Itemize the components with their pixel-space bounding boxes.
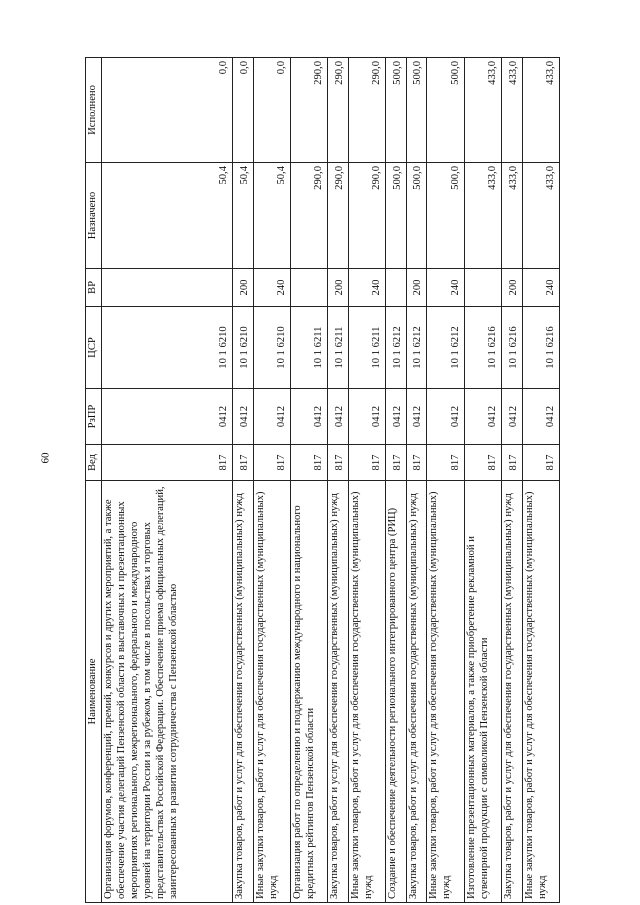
cell-csr: 10 1 6216	[464, 307, 501, 389]
table-row	[427, 58, 464, 903]
cell-ved: 817	[406, 445, 427, 481]
cell-executed: 433,0	[522, 58, 559, 163]
cell-assigned: 50,4	[233, 163, 254, 269]
cell-assigned: 50,4	[102, 163, 233, 269]
cell-assigned: 290,0	[328, 163, 349, 269]
cell-executed: 433,0	[502, 58, 523, 163]
cell-name: Закупка товаров, работ и услуг для обеспечения государственных (муниципальных) нужд	[406, 481, 427, 903]
cell-ved: 817	[290, 445, 327, 481]
header-name: Наименование	[86, 481, 102, 903]
cell-ved: 817	[253, 445, 290, 481]
cell-rzpr: 0412	[102, 389, 233, 445]
cell-csr: 10 1 6210	[233, 307, 254, 389]
table-row	[406, 58, 427, 903]
cell-name: Создание и обеспечение деятельности регионального интегрированного центра (РИЦ)	[386, 481, 407, 903]
cell-vr	[102, 269, 233, 307]
cell-ved: 817	[427, 445, 464, 481]
cell-vr: 240	[427, 269, 464, 307]
table-row	[290, 58, 327, 903]
cell-executed: 290,0	[290, 58, 327, 163]
cell-name: Закупка товаров, работ и услуг для обеспечения государственных (муниципальных) нужд	[502, 481, 523, 903]
cell-name: Изготовление презентационных материалов, а также приобретение рекламной и сувенирной продукции с символикой Пензенской области	[464, 481, 501, 903]
cell-csr: 10 1 6211	[328, 307, 349, 389]
cell-vr: 200	[502, 269, 523, 307]
cell-ved: 817	[522, 445, 559, 481]
cell-vr	[464, 269, 501, 307]
cell-rzpr: 0412	[328, 389, 349, 445]
cell-csr: 10 1 6210	[102, 307, 233, 389]
cell-executed: 290,0	[348, 58, 385, 163]
cell-rzpr: 0412	[502, 389, 523, 445]
cell-assigned: 500,0	[427, 163, 464, 269]
cell-ved: 817	[233, 445, 254, 481]
cell-rzpr: 0412	[427, 389, 464, 445]
cell-assigned: 290,0	[348, 163, 385, 269]
header-executed: Исполнено	[86, 58, 102, 163]
cell-ved: 817	[464, 445, 501, 481]
cell-rzpr: 0412	[522, 389, 559, 445]
cell-vr: 200	[406, 269, 427, 307]
cell-rzpr: 0412	[406, 389, 427, 445]
table-row	[522, 58, 559, 903]
cell-rzpr: 0412	[233, 389, 254, 445]
table-row	[386, 58, 407, 903]
cell-rzpr: 0412	[464, 389, 501, 445]
cell-csr: 10 1 6212	[427, 307, 464, 389]
table-row	[102, 58, 233, 903]
cell-vr	[386, 269, 407, 307]
budget-table	[85, 57, 560, 903]
table-row	[328, 58, 349, 903]
cell-assigned: 290,0	[290, 163, 327, 269]
cell-name: Закупка товаров, работ и услуг для обеспечения государственных (муниципальных) нужд	[233, 481, 254, 903]
cell-csr: 10 1 6216	[502, 307, 523, 389]
cell-rzpr: 0412	[253, 389, 290, 445]
cell-assigned: 50,4	[253, 163, 290, 269]
cell-ved: 817	[102, 445, 233, 481]
cell-csr: 10 1 6211	[348, 307, 385, 389]
rotated-table-inner	[85, 58, 560, 903]
table-row	[253, 58, 290, 903]
cell-executed: 0,0	[233, 58, 254, 163]
cell-name: Организация работ по определению и поддержанию международного и национального кредитных рейтингов Пензенской области	[290, 481, 327, 903]
cell-csr: 10 1 6212	[406, 307, 427, 389]
table-header-row	[86, 58, 102, 903]
cell-csr: 10 1 6212	[386, 307, 407, 389]
cell-rzpr: 0412	[348, 389, 385, 445]
cell-executed: 500,0	[386, 58, 407, 163]
cell-executed: 290,0	[328, 58, 349, 163]
header-rzpr: РзПР	[86, 389, 102, 445]
cell-assigned: 500,0	[406, 163, 427, 269]
cell-ved: 817	[328, 445, 349, 481]
cell-vr: 240	[348, 269, 385, 307]
page-number: 60	[39, 452, 52, 464]
table-row	[348, 58, 385, 903]
cell-ved: 817	[348, 445, 385, 481]
cell-name: Иные закупки товаров, работ и услуг для обеспечения государственных (муниципальных) нужд	[253, 481, 290, 903]
cell-csr: 10 1 6216	[522, 307, 559, 389]
cell-csr: 10 1 6211	[290, 307, 327, 389]
table-row	[233, 58, 254, 903]
header-ved: Вед	[86, 445, 102, 481]
rotated-table-area	[85, 58, 560, 903]
cell-name: Закупка товаров, работ и услуг для обеспечения государственных (муниципальных) нужд	[328, 481, 349, 903]
cell-assigned: 433,0	[502, 163, 523, 269]
cell-rzpr: 0412	[386, 389, 407, 445]
table-row	[502, 58, 523, 903]
cell-vr: 200	[328, 269, 349, 307]
cell-vr: 200	[233, 269, 254, 307]
header-csr: ЦСР	[86, 307, 102, 389]
cell-executed: 0,0	[102, 58, 233, 163]
cell-assigned: 433,0	[522, 163, 559, 269]
header-assigned: Назначено	[86, 163, 102, 269]
cell-name: Организация форумов, конференций, премий, конкурсов и других мероприятий, а также обеспечение участия делегаций Пензенской области в выставочных и презентационных мероприятиях регионального, межрегионального, федерального и международного уровней на территории России и за рубежом, в том числе в посольствах и торговых представительствах Российской Федерации. Обеспечение приема официальных делегаций, заинтересованных в развитии сотрудничества с Пензенской областью	[102, 481, 233, 903]
cell-vr: 240	[522, 269, 559, 307]
table-row	[464, 58, 501, 903]
cell-vr: 240	[253, 269, 290, 307]
cell-executed: 500,0	[427, 58, 464, 163]
header-vr: ВР	[86, 269, 102, 307]
cell-ved: 817	[386, 445, 407, 481]
cell-name: Иные закупки товаров, работ и услуг для обеспечения государственных (муниципальных) нужд	[348, 481, 385, 903]
cell-name: Иные закупки товаров, работ и услуг для обеспечения государственных (муниципальных) нужд	[522, 481, 559, 903]
cell-executed: 433,0	[464, 58, 501, 163]
cell-assigned: 500,0	[386, 163, 407, 269]
cell-csr: 10 1 6210	[253, 307, 290, 389]
cell-assigned: 433,0	[464, 163, 501, 269]
cell-name: Иные закупки товаров, работ и услуг для обеспечения государственных (муниципальных) нужд	[427, 481, 464, 903]
cell-executed: 0,0	[253, 58, 290, 163]
cell-executed: 500,0	[406, 58, 427, 163]
cell-rzpr: 0412	[290, 389, 327, 445]
cell-ved: 817	[502, 445, 523, 481]
cell-vr	[290, 269, 327, 307]
